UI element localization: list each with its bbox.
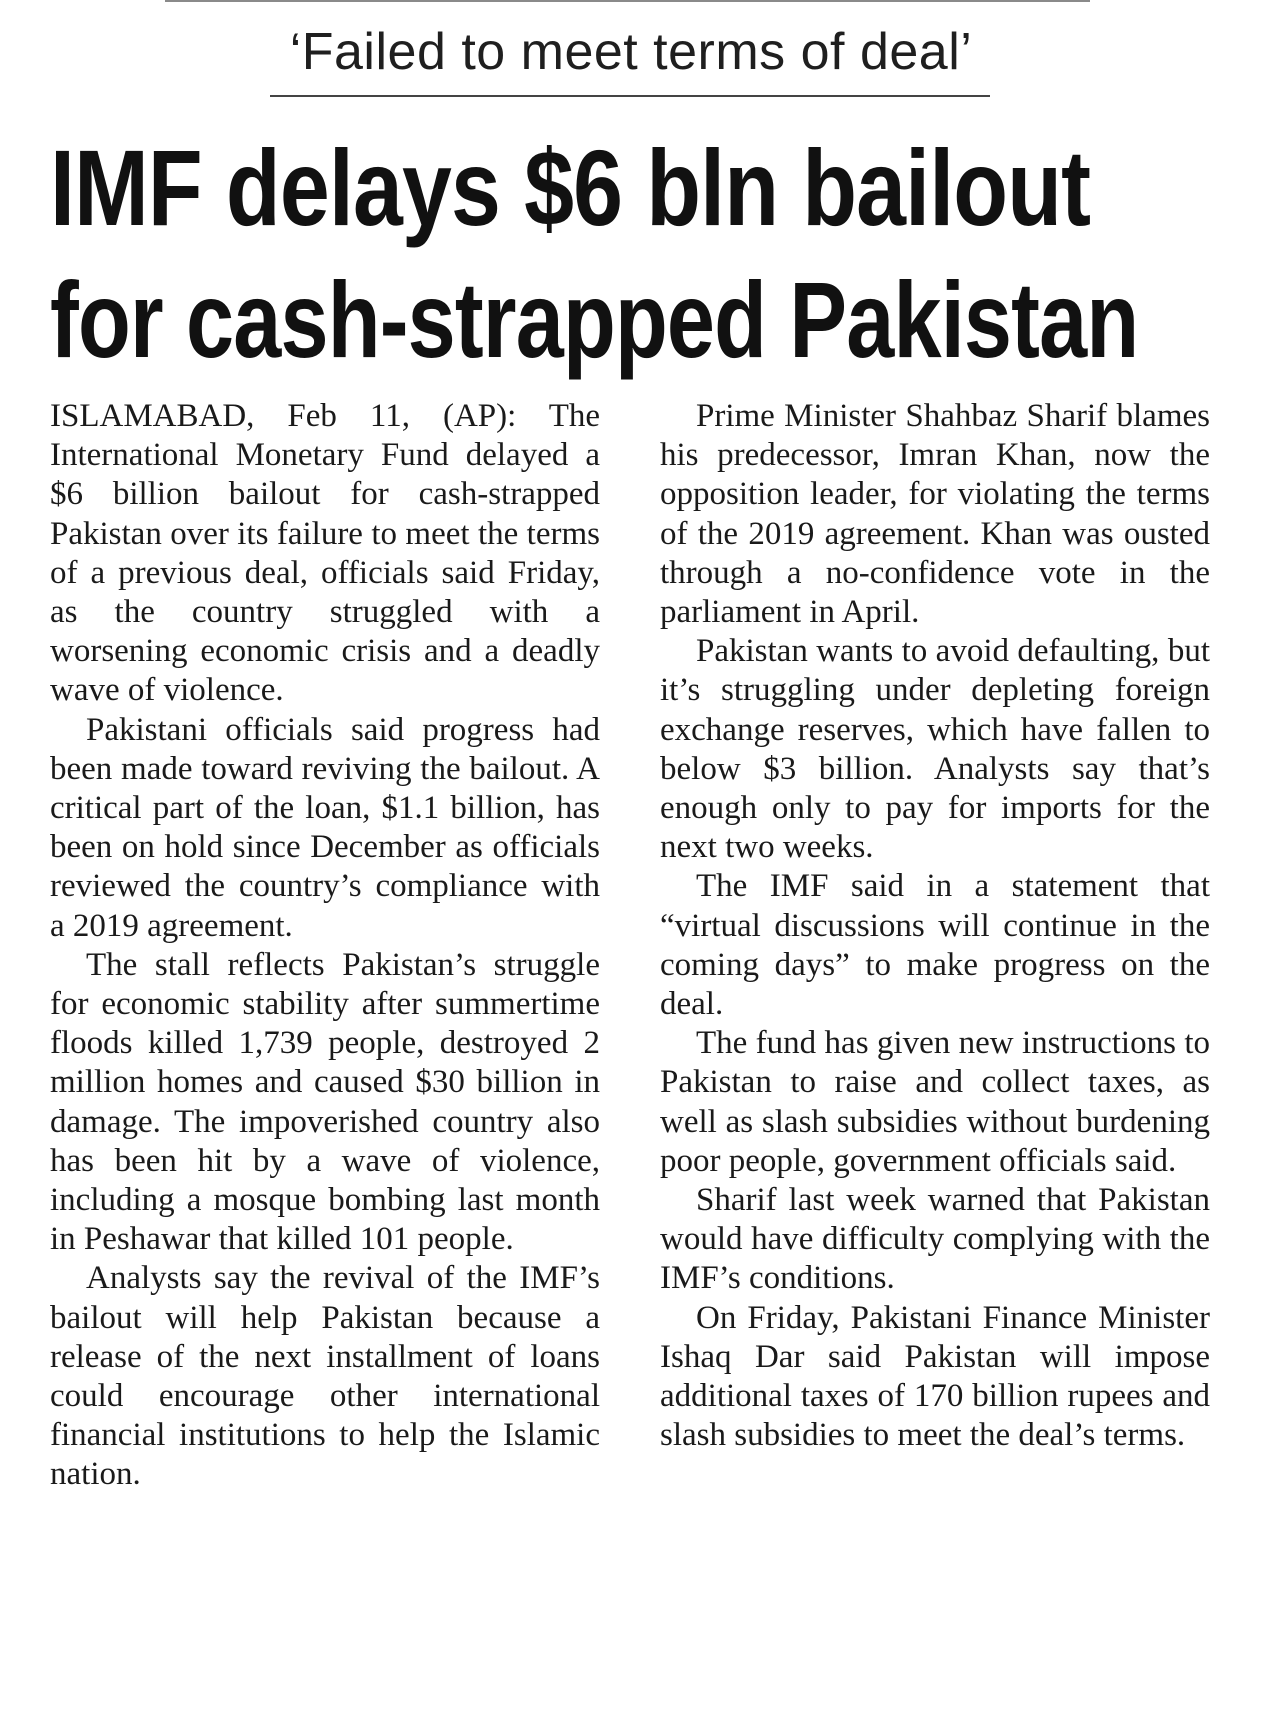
paragraph: Pakistan wants to avoid defaulting, but it’s struggling under depleting foreign exchange reserves, which have fallen to below $3 billion. Analysts say that’s enough only to pay for imports for the next two weeks.	[660, 633, 1210, 866]
paragraph: The IMF said in a statement that “virtual discussions will continue in the coming days” to make progress on the deal.	[660, 868, 1210, 1023]
headline-line-1: IMF delays $6 bln bailout	[50, 127, 1091, 248]
paragraph: The stall reflects Pakistan’s struggle for economic stability after summertime floods killed 1,739 people, destroyed 2 million homes and caused $30 billion in damage. The impoverished country also has been hit by a wave of violence, including a mosque bombing last month in Peshawar that killed 101 people.	[50, 946, 600, 1258]
paragraph: Analysts say the revival of the IMF’s bailout will help Pakistan because a release of the next installment of loans could encourage other international financial institutions to help the Islamic nation.	[50, 1260, 600, 1493]
kicker-rule	[270, 95, 990, 97]
paragraph: ISLAMABAD, Feb 11, (AP): The International Monetary Fund delayed a $6 billion bailout for cash-strapped Pakistan over its failure to meet the terms of a previous deal, officials said Friday, as the country struggled with a worsening economic crisis and a deadly wave of violence.	[50, 398, 600, 709]
paragraph: On Friday, Pakistani Finance Minister Ishaq Dar said Pakistan will impose additional taxes of 170 billion rupees and slash subsidies to meet the deal’s terms.	[660, 1299, 1210, 1454]
paragraph: The fund has given new instructions to Pakistan to raise and collect taxes, as well as slash subsidies without burdening poor people, government officials said.	[660, 1025, 1210, 1179]
paragraph: Prime Minister Shahbaz Sharif blames his predecessor, Imran Khan, now the opposition leader, for violating the terms of the 2019 agreement. Khan was ousted through a no-confidence vote in the parliament in April.	[660, 398, 1210, 631]
top-rule	[165, 0, 1090, 2]
article-column-right	[660, 397, 1210, 1455]
article-column-left	[50, 397, 600, 1495]
paragraph: Sharif last week warned that Pakistan would have difficulty complying with the IMF’s conditions.	[660, 1182, 1210, 1297]
headline-line-2: for cash-strapped Pakistan	[50, 259, 1139, 380]
paragraph: Pakistani officials said progress had been made toward reviving the bailout. A critical part of the loan, $1.1 billion, has been on hold since December as officials reviewed the country’s compliance with a 2019 agreement.	[50, 711, 600, 944]
kicker: ‘Failed to meet terms of deal’	[289, 23, 973, 81]
